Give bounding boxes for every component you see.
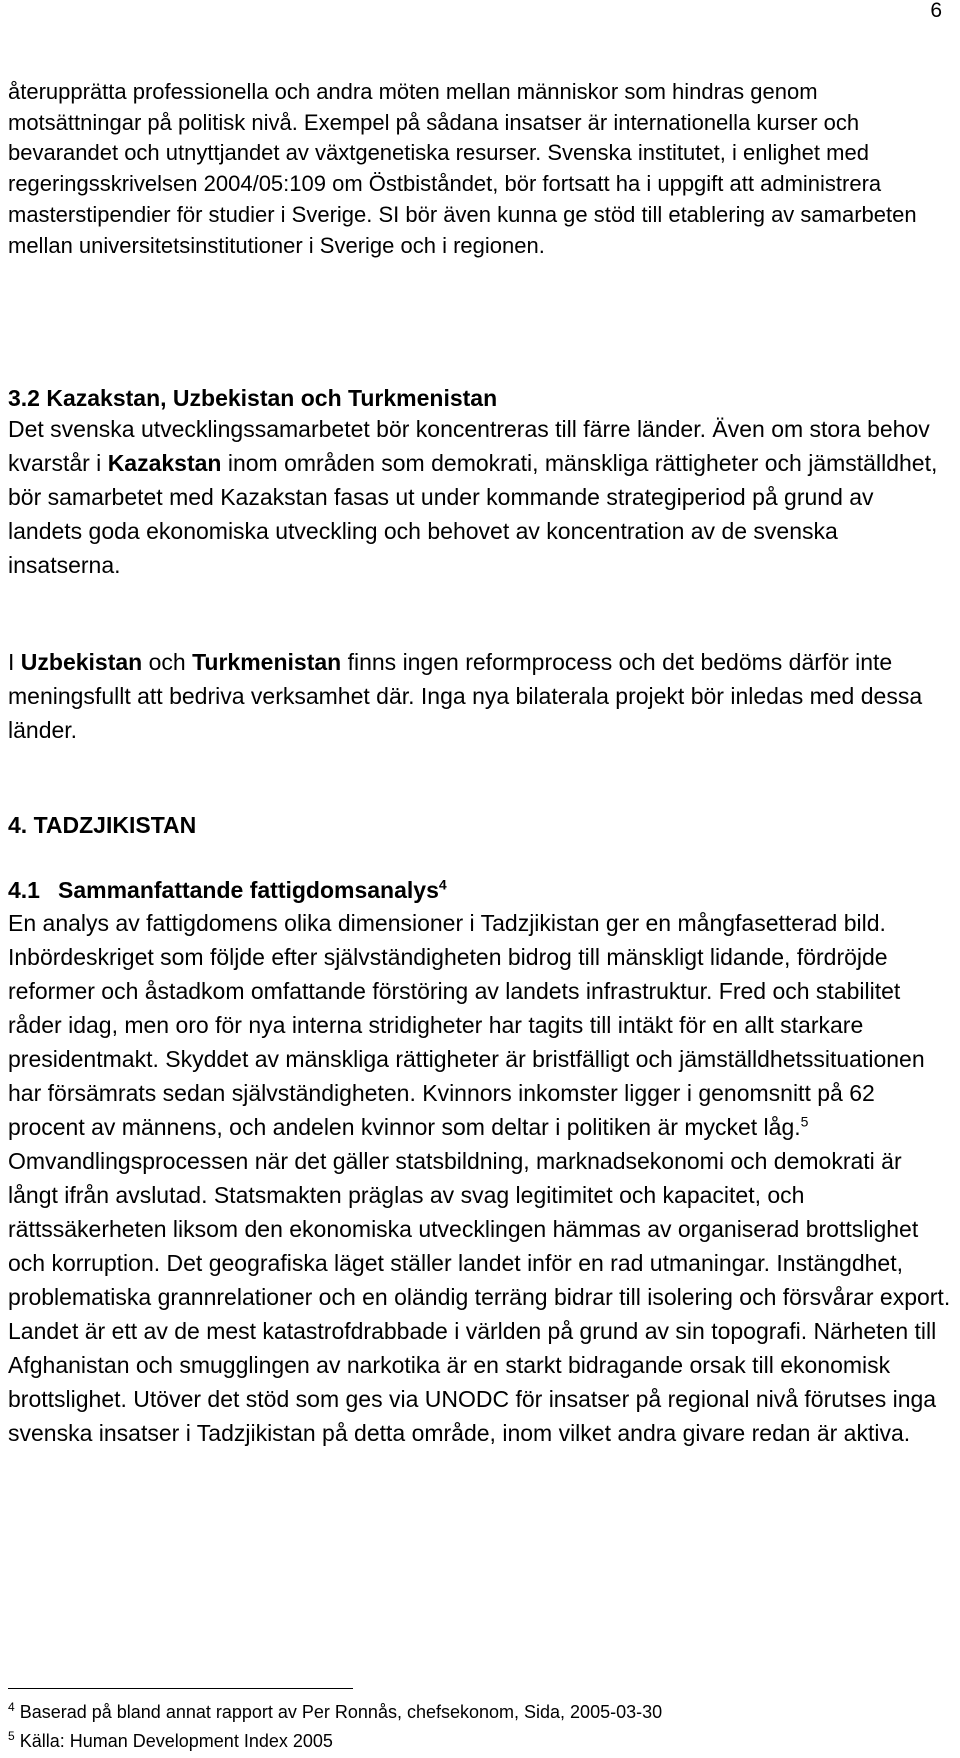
heading-tadzjikistan: 4. TADZJIKISTAN (8, 812, 197, 838)
page-number: 6 (930, 0, 942, 22)
heading-number: 4.1 (8, 877, 40, 903)
uz-text-2: och (142, 649, 193, 675)
kazakstan-text-1: Det svenska utvecklingssamarbetet bör koncentreras till färre länder. Även om stora behov kvarstår i (8, 416, 930, 476)
footnote-4-number: 4 (8, 1700, 15, 1714)
heading-title: Sammanfattande fattigdomsanalys (58, 877, 439, 903)
footnote-5-number: 5 (8, 1729, 15, 1743)
kazakstan-text-2: inom områden som demokrati, mänskliga rättigheter och jämställdhet, bör samarbetet med Kazakstan fasas ut under kommande strategiperiod på grund av landets goda ekonomiska utveckling och behovet av koncentration av de svenska insatserna. (8, 450, 938, 578)
uzbekistan-bold: Uzbekistan (20, 649, 143, 675)
kazakstan-paragraph (8, 412, 948, 582)
footnote-4 (8, 1701, 662, 1723)
footnote-ref-5[interactable]: 5 (800, 1113, 809, 1130)
uzbekistan-turkmenistan-paragraph (8, 645, 948, 747)
footnote-separator (8, 1688, 353, 1689)
footnote-4-text: Baserad på bland annat rapport av Per Ronnås, chefsekonom, Sida, 2005-03-30 (19, 1702, 663, 1722)
kazakstan-bold: Kazakstan (107, 450, 222, 476)
poverty-analysis-paragraph (8, 906, 953, 1450)
footnote-ref-4[interactable]: 4 (438, 876, 447, 893)
turkmenistan-bold: Turkmenistan (192, 649, 342, 675)
intro-paragraph: återupprätta professionella och andra möten mellan människor som hindras genom motsättningar på politisk nivå. Exempel på sådana insatser är internationella kurser och bevarandet och utnyttjandet av växtgenetiska resurser. Svenska institutet, i enlighet med regeringsskrivelsen 2004/05:109 om Östbiståndet, bör fortsatt ha i uppgift att administrera masterstipendier för studier i Sverige. SI bör även kunna ge stöd till etablering av samarbeten mellan universitetsinstitutioner i Sverige och i regionen. (8, 79, 917, 258)
heading-kazakstan-uzbekistan-turkmenistan: 3.2 Kazakstan, Uzbekistan och Turkmenistan (8, 385, 498, 411)
analysis-text-1: En analys av fattigdomens olika dimensioner i Tadzjikistan ger en mångfasetterad bild. Inbördeskriget som följde efter självständigheten bidrog till mänskligt lidande, fördröjde reformer och åstadkom omfattande förstöring av landets infrastruktur. Fred och stabilitet råder idag, men oro för nya interna stridigheter har tagits till intäkt för en allt starkare presidentmakt. Skyddet av mänskliga rättigheter är bristfälligt och jämställdhetssituationen har försämrats sedan självständigheten. Kvinnors inkomster ligger i genomsnitt på 62 procent av männens, och andelen kvinnor som deltar i politiken är mycket låg. (8, 910, 925, 1140)
uz-text-3: finns ingen reformprocess och det bedöms därför inte meningsfullt att bedriva verksamhet där. Inga nya bilaterala projekt bör inledas med dessa länder. (8, 649, 923, 743)
uz-text-1: I (8, 649, 21, 675)
footnote-5-text: Källa: Human Development Index 2005 (19, 1731, 333, 1751)
heading-poverty-analysis (8, 875, 447, 905)
analysis-text-2: Omvandlingsprocessen när det gäller statsbildning, marknadsekonomi och demokrati är långt ifrån avslutad. Statsmakten präglas av svag legitimitet och kapacitet, och rättssäkerheten liksom den ekonomiska utvecklingen hämmas av organiserad brottslighet och korruption. Det geografiska läget ställer landet inför en rad utmaningar. Instängdhet, problematiska grannrelationer och en oländig terräng bidrar till isolering och försvårar export. Landet är ett av de mest katastrofdrabbade i världen på grund av sin topografi. Närheten till Afghanistan och smugglingen av narkotika är en starkt bidragande orsak till ekonomisk brottslighet. Utöver det stöd som ges via UNODC för insatser på regional nivå förutses inga svenska insatser i Tadzjikistan på detta område, inom vilket andra givare redan är aktiva. (8, 1148, 951, 1446)
footnote-5 (8, 1730, 333, 1752)
